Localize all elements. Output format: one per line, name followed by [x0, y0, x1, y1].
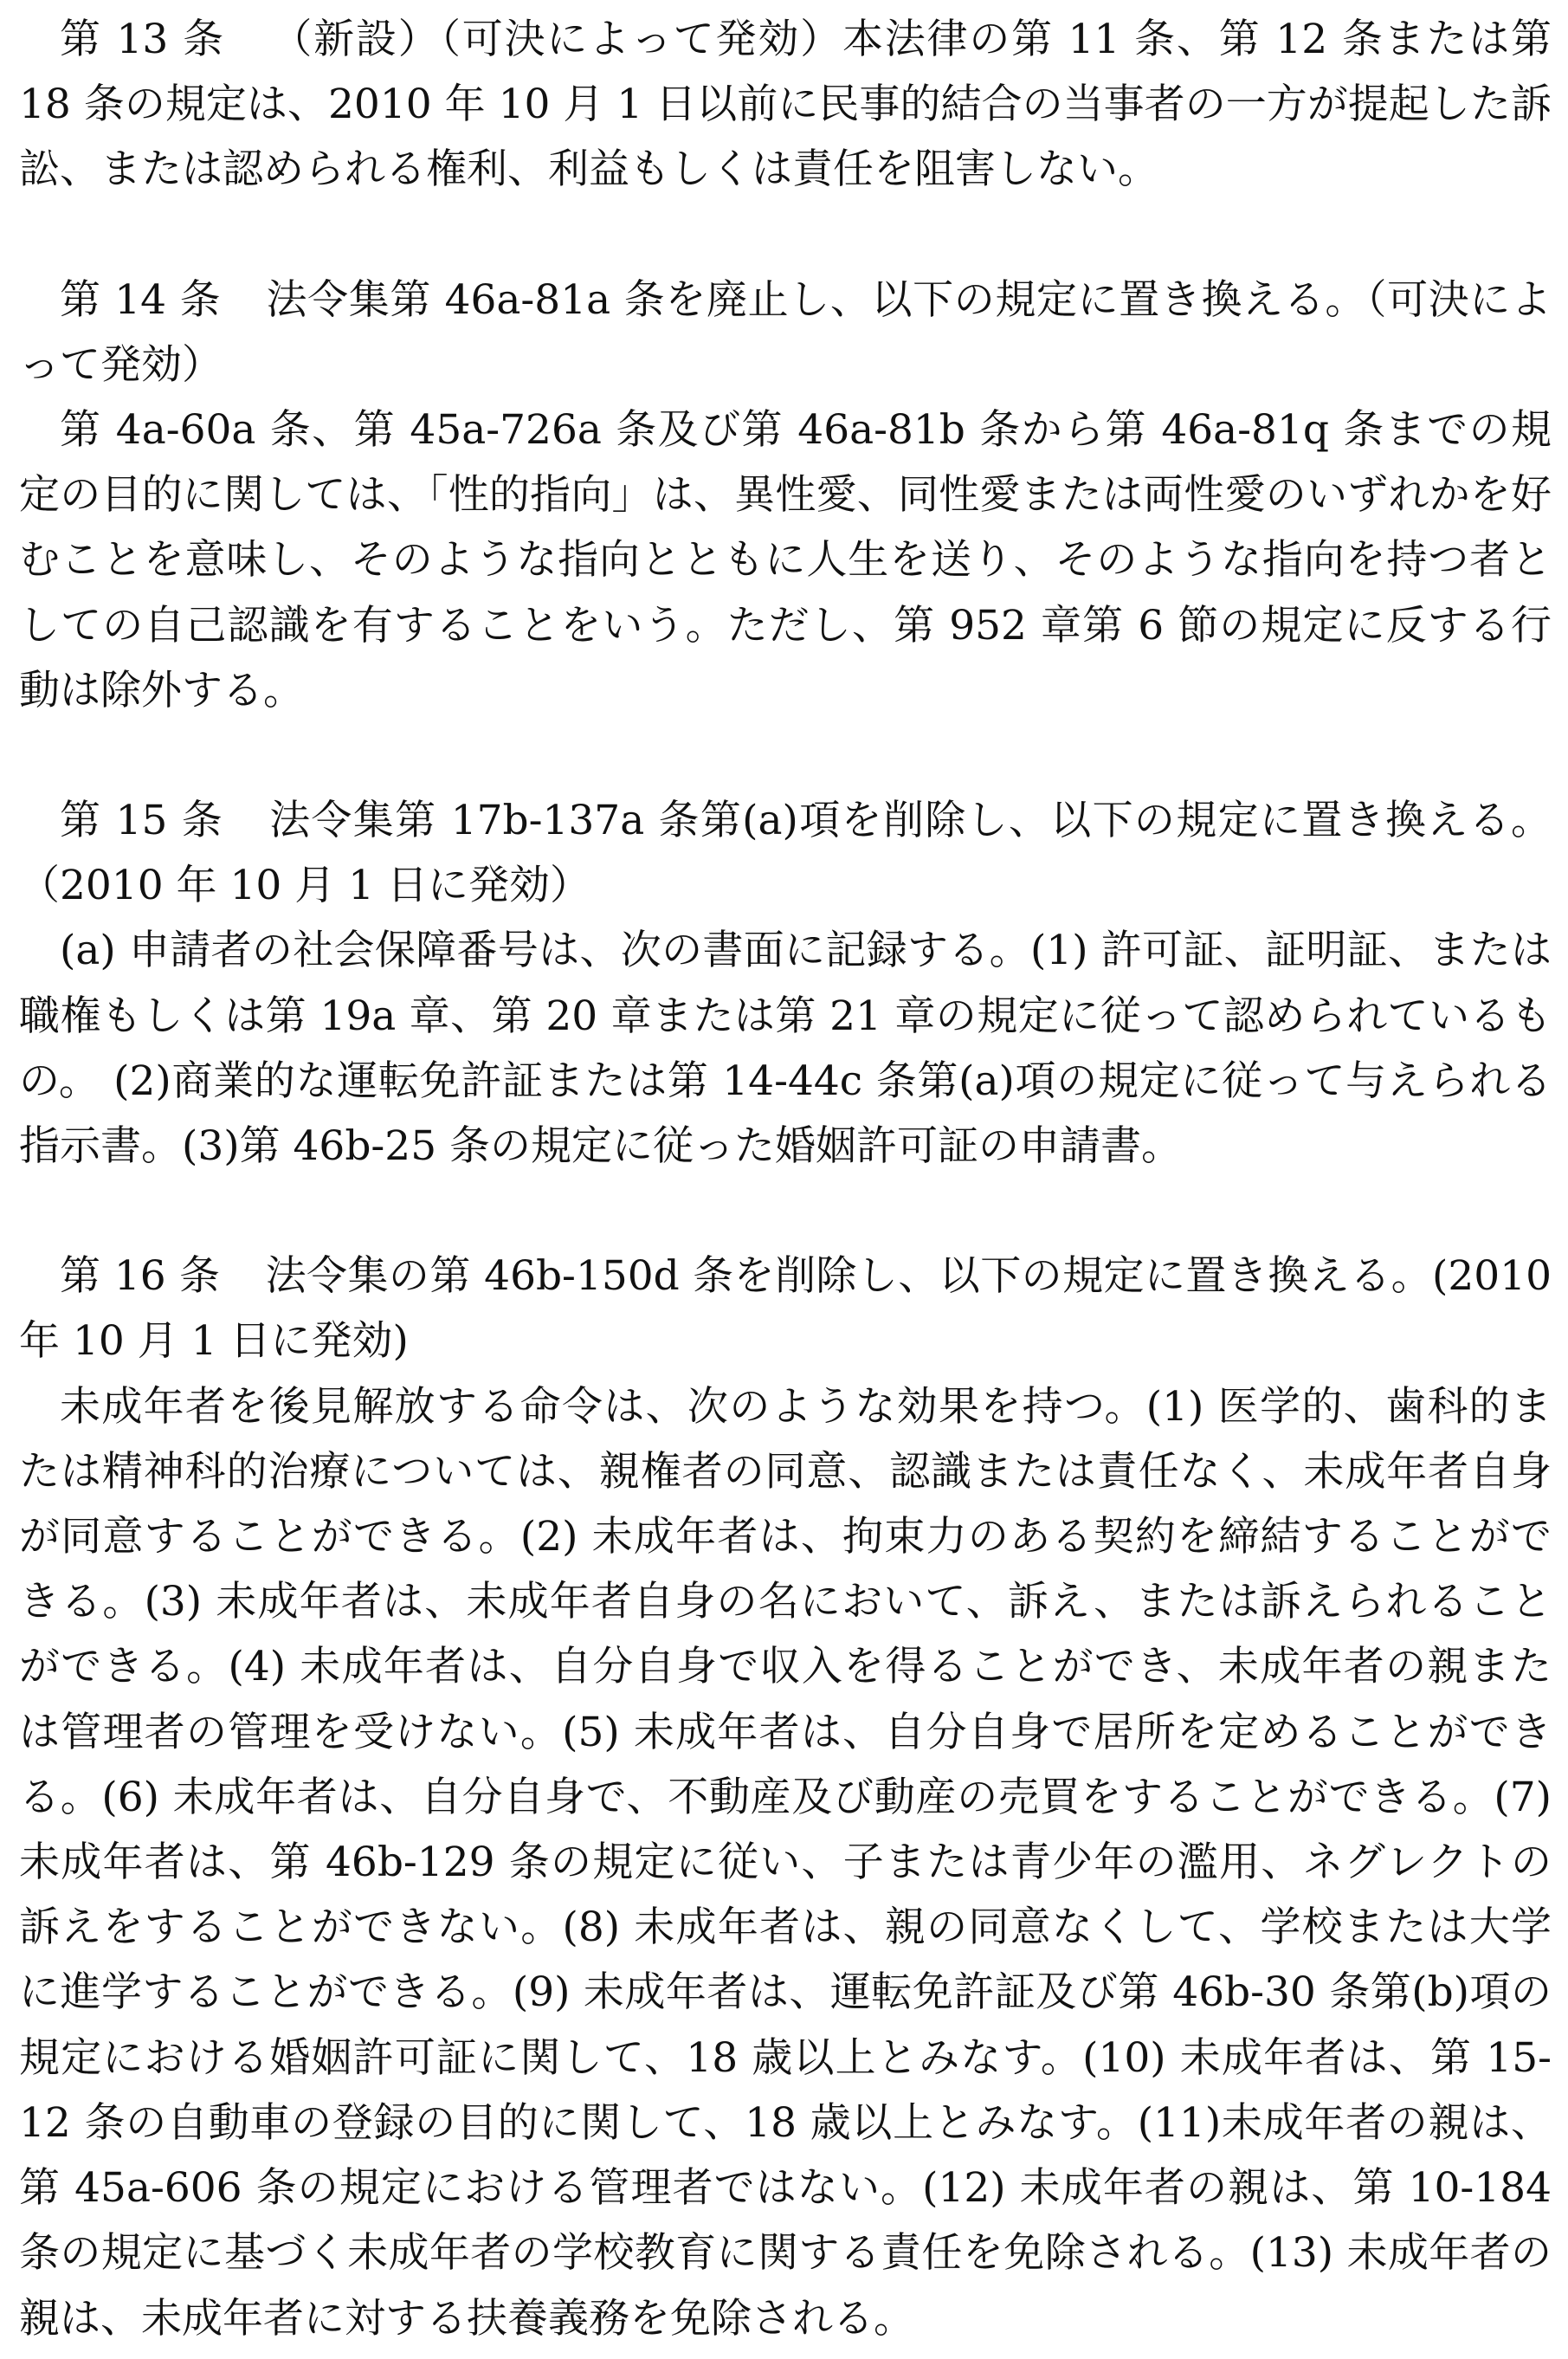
article-13	[19, 7, 1552, 203]
article-14	[19, 268, 1552, 723]
article-14-number: 第 14 条	[60, 275, 222, 324]
article-14-heading	[19, 268, 1552, 397]
article-15	[19, 788, 1552, 1179]
article-15-body: (a) 申請者の社会保障番号は、次の書面に記録する。(1) 許可証、証明証、または職権もしくは第 19a 章、第 20 章または第 21 章の規定に従って認められているもの。 (2)商業的な運転免許証または第 14-44c 条第(a)項の規定に従って与えられる指示書。(3)第 46b-25 条の規定に従った婚姻許可証の申請書。	[19, 927, 1552, 1171]
article-13-number: 第 13 条	[60, 16, 225, 63]
article-14-body: 第 4a-60a 条、第 45a-726a 条及び第 46a-81b 条から第 46a-81q 条までの規定の目的に関しては、「性的指向」は、異性愛、同性愛または両性愛のいずれかを好むことを意味し、そのような指向とともに人生を送り、そのような指向を持つ者としての自己認識を有することをいう。ただし、第 952 章第 6 節の規定に反する行動は除外する。	[19, 406, 1552, 714]
article-13-heading-text: （新設）（可決によって発効）本法律の第 11 条、第 12 条または第 18 条の規定は、2010 年 10 月 1 日以前に民事的結合の当事者の一方が提起した訴訟、または認められる権利、利益もしくは責任を阻害しない。	[19, 16, 1552, 194]
article-15-heading-text: 法令集第 17b-137a 条第(a)項を削除し、以下の規定に置き換える。（2010 年 10 月 1 日に発効）	[19, 797, 1552, 910]
article-15-heading	[19, 788, 1552, 918]
article-16-number: 第 16 条	[60, 1252, 221, 1301]
article-15-number: 第 15 条	[60, 797, 224, 845]
article-13-heading	[19, 7, 1552, 203]
document-page	[19, 7, 1552, 2351]
article-16-body: 未成年者を後見解放する命令は、次のような効果を持つ。(1) 医学的、歯科的または精神科的治療については、親権者の同意、認識または責任なく、未成年者自身が同意することができる。(2) 未成年者は、拘束力のある契約を締結することができる。(3) 未成年者は、未成年者自身の名において、訴え、または訴えられることができる。(4) 未成年者は、自分自身で収入を得ることができ、未成年者の親または管理者の管理を受けない。(5) 未成年者は、自分自身で居所を定めることができる。(6) 未成年者は、自分自身で、不動産及び動産の売買をすることができる。(7) 未成年者は、第 46b-129 条の規定に従い、子または青少年の濫用、ネグレクトの訴えをすることができない。(8) 未成年者は、親の同意なくして、学校または大学に進学することができる。(9) 未成年者は、運転免許証及び第 46b-30 条第(b)項の規定における婚姻許可証に関して、18 歳以上とみなす。(10) 未成年者は、第 15-12 条の自動車の登録の目的に関して、18 歳以上とみなす。(11)未成年者の親は、第 45a-606 条の規定における管理者ではない。(12) 未成年者の親は、第 10-184 条の規定に基づく未成年者の学校教育に関する責任を免除される。(13) 未成年者の親は、未成年者に対する扶養義務を免除される。	[19, 1382, 1552, 2343]
article-16	[19, 1244, 1552, 2350]
article-16-heading	[19, 1244, 1552, 1373]
article-14-heading-text: 法令集第 46a-81a 条を廃止し、以下の規定に置き換える。（可決によって発効）	[19, 275, 1552, 389]
article-16-heading-text: 法令集の第 46b-150d 条を削除し、以下の規定に置き換える。(2010 年 10 月 1 日に発効)	[19, 1252, 1552, 1366]
